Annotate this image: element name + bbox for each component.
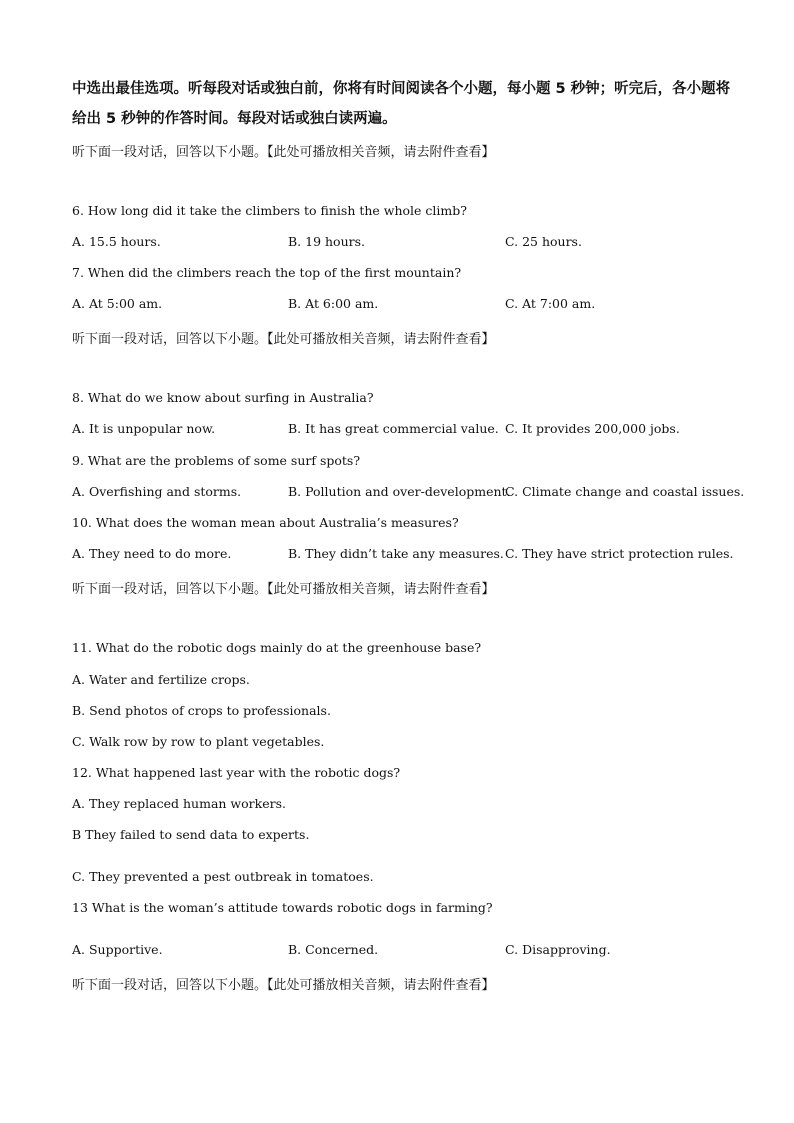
question-13-option-b: B. Concerned. <box>288 942 379 957</box>
question-10-option-b: B. They didn’t take any measures. <box>288 546 504 561</box>
audio-instruction: 听下面一段对话，回答以下小题。【此处可播放相关音频，请去附件查看】 <box>72 978 495 993</box>
question-6-stem: 6. How long did it take the climbers to finish the whole climb? <box>72 203 467 218</box>
question-10-stem: 10. What does the woman mean about Australia’s measures? <box>72 515 459 530</box>
question-11-option-b: B. Send photos of crops to professionals. <box>72 703 331 718</box>
question-8-option-b: B. It has great commercial value. <box>288 421 499 436</box>
question-12-option-c: C. They prevented a pest outbreak in tomatoes. <box>72 869 374 884</box>
question-13-option-a: A. Supportive. <box>72 942 163 957</box>
question-8-stem: 8. What do we know about surfing in Australia? <box>72 390 374 405</box>
question-12-option-a: A. They replaced human workers. <box>72 796 286 811</box>
question-10-option-a: A. They need to do more. <box>72 546 232 561</box>
question-8-option-a: A. It is unpopular now. <box>72 421 216 436</box>
question-8-option-c: C. It provides 200,000 jobs. <box>505 421 680 436</box>
question-11-option-a: A. Water and fertilize crops. <box>72 672 250 687</box>
question-13-stem: 13 What is the woman’s attitude towards robotic dogs in farming? <box>72 900 493 915</box>
question-9-option-b: B. Pollution and over-development. <box>288 484 511 499</box>
audio-instruction: 听下面一段对话，回答以下小题。【此处可播放相关音频，请去附件查看】 <box>72 332 495 347</box>
question-11-option-c: C. Walk row by row to plant vegetables. <box>72 734 325 749</box>
audio-instruction: 听下面一段对话，回答以下小题。【此处可播放相关音频，请去附件查看】 <box>72 582 495 597</box>
question-12-stem: 12. What happened last year with the robotic dogs? <box>72 765 401 780</box>
question-13-option-c: C. Disapproving. <box>505 942 611 957</box>
question-9-stem: 9. What are the problems of some surf spots? <box>72 453 361 468</box>
question-7-option-a: A. At 5:00 am. <box>72 296 163 311</box>
question-6-option-a: A. 15.5 hours. <box>72 234 161 249</box>
question-7-option-b: B. At 6:00 am. <box>288 296 379 311</box>
question-11-stem: 11. What do the robotic dogs mainly do at the greenhouse base? <box>72 640 482 655</box>
question-12-option-b: B They failed to send data to experts. <box>72 827 310 842</box>
question-9-option-c: C. Climate change and coastal issues. <box>505 484 745 499</box>
question-10-option-c: C. They have strict protection rules. <box>505 546 734 561</box>
question-6-option-b: B. 19 hours. <box>288 234 366 249</box>
question-7-option-c: C. At 7:00 am. <box>505 296 596 311</box>
question-6-option-c: C. 25 hours. <box>505 234 582 249</box>
question-9-option-a: A. Overfishing and storms. <box>72 484 242 499</box>
question-7-stem: 7. When did the climbers reach the top of the first mountain? <box>72 265 462 280</box>
section-intro: 中选出最佳选项。听每段对话或独白前，你将有时间阅读各个小题，每小题 5 秒钟；听完后，各小题将给出 5 秒钟的作答时间。每段对话或独白读两遍。 <box>72 81 731 127</box>
audio-instruction: 听下面一段对话，回答以下小题。【此处可播放相关音频，请去附件查看】 <box>72 145 495 160</box>
